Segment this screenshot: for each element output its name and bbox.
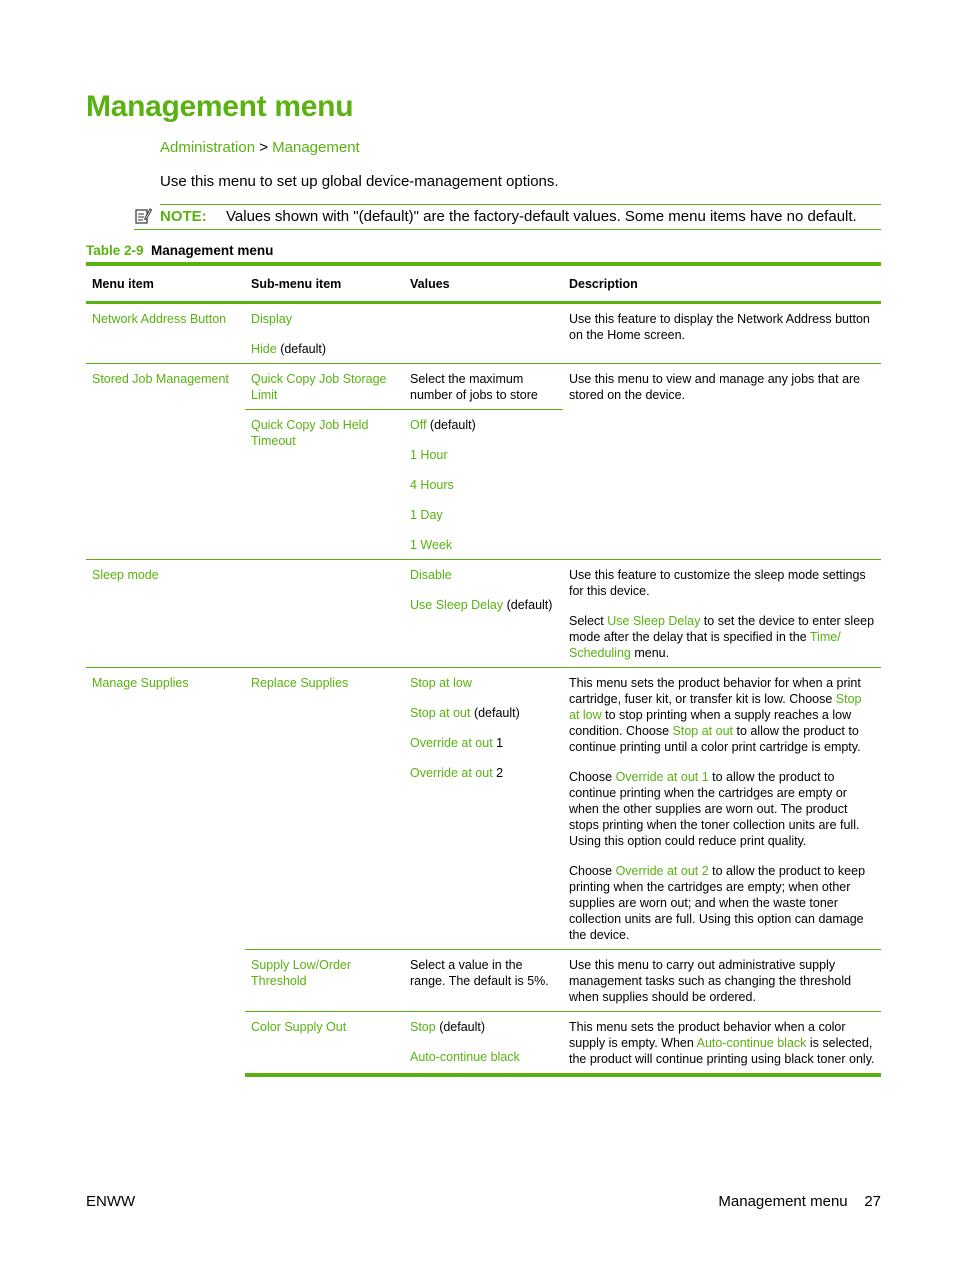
cell-sub-menu <box>245 303 404 364</box>
cell-sub-menu <box>245 364 404 410</box>
override-at-out-2-link[interactable]: Override at out <box>410 766 493 780</box>
cell-menu-item <box>86 560 245 668</box>
footer-section-title: Management menu <box>718 1193 848 1210</box>
intro-text: Use this menu to set up global device-management options. <box>160 173 559 190</box>
breadcrumb-administration-link[interactable]: Administration <box>160 139 256 156</box>
default-marker: (default) <box>426 418 476 432</box>
stop-link[interactable]: Stop <box>410 1020 436 1034</box>
cell-sub-menu <box>245 950 404 1012</box>
use-sleep-delay-link[interactable]: Use Sleep Delay <box>410 598 504 612</box>
table-row <box>86 303 881 364</box>
auto-continue-black-ref-link[interactable]: Auto-continue black <box>696 1036 807 1050</box>
management-menu-table <box>86 262 881 1077</box>
sleep-desc-1: Use this feature to customize the sleep mode settings for this device. <box>569 568 866 598</box>
auto-continue-black-link[interactable]: Auto-continue black <box>410 1050 520 1064</box>
supply-low-order-threshold-link[interactable]: Supply Low/Order Threshold <box>251 958 352 988</box>
quick-copy-job-storage-limit-link[interactable]: Quick Copy Job Storage Limit <box>251 372 387 402</box>
off-link[interactable]: Off <box>410 418 427 432</box>
one-week-link[interactable]: 1 Week <box>410 538 453 552</box>
replace-supplies-link[interactable]: Replace Supplies <box>251 676 349 690</box>
display-link[interactable]: Display <box>251 312 292 326</box>
note-icon <box>134 207 152 225</box>
cell-values: Select a value in the range. The default is 5%. <box>404 950 563 1012</box>
network-address-button-link[interactable]: Network Address Button <box>92 312 227 326</box>
cell-values <box>404 1012 563 1076</box>
note-box <box>134 205 881 230</box>
time-scheduling-link[interactable]: Time/ Scheduling <box>569 630 841 660</box>
breadcrumb <box>160 139 360 156</box>
cell-values <box>404 410 563 560</box>
header-description: Description <box>563 264 881 303</box>
one-hour-link[interactable]: 1 Hour <box>410 448 448 462</box>
table-title: Management menu <box>151 243 274 258</box>
cell-description: Use this feature to display the Network Address button on the Home screen. <box>569 312 870 342</box>
table-row <box>86 668 881 950</box>
header-sub-menu-item: Sub-menu item <box>245 264 404 303</box>
manage-supplies-link[interactable]: Manage Supplies <box>92 676 189 690</box>
supplies-desc-1: This menu sets the product behavior for when a print cartridge, fuser kit, or transfer kit is low. Choose Stop at low to stop printing when a supply reaches a low condition. Choose Stop at out to allow the product to continue printing until a color print cartridge is empty. <box>569 676 862 754</box>
note-label: NOTE: <box>160 208 207 225</box>
table-number: Table 2-9 <box>86 243 144 258</box>
sleep-mode-link[interactable]: Sleep mode <box>92 568 159 582</box>
breadcrumb-separator: > <box>255 139 273 156</box>
override-2-ref-link[interactable]: Override at out 2 <box>615 864 709 878</box>
cell-description <box>563 560 881 668</box>
disable-link[interactable]: Disable <box>410 568 452 582</box>
stop-at-low-link[interactable]: Stop at low <box>410 676 472 690</box>
stop-at-out-ref-link[interactable]: Stop at out <box>672 724 734 738</box>
use-sleep-delay-ref-link[interactable]: Use Sleep Delay <box>607 614 701 628</box>
quick-copy-job-held-timeout-link[interactable]: Quick Copy Job Held Timeout <box>251 418 369 448</box>
default-marker: (default) <box>435 1020 486 1034</box>
page-title: Management menu <box>86 90 354 123</box>
note-text: Values shown with "(default)" are the factory-default values. Some menu items have no default. <box>226 208 857 225</box>
supplies-desc-2: Choose Override at out 1 to allow the product to continue printing when the cartridges are empty or when the other supplies are worn out. The product stops printing when the toner collection units are full. Using this option could reduce print quality. <box>569 770 860 848</box>
override-at-out-1-link[interactable]: Override at out <box>410 736 493 750</box>
cell-description: This menu sets the product behavior when a color supply is empty. When Auto-continue black is selected, the product will continue printing using black toner only. <box>563 1012 881 1076</box>
cell-sub-menu <box>245 560 404 668</box>
four-hours-link[interactable]: 4 Hours <box>410 478 454 492</box>
stored-job-management-link[interactable]: Stored Job Management <box>92 372 229 386</box>
cell-values: Stop at low Stop at out (default) Override at out 1 Override at out 2 <box>404 668 563 950</box>
cell-sub-menu <box>245 1012 404 1076</box>
table-caption <box>86 243 273 258</box>
cell-description: Use this menu to carry out administrative supply management tasks such as changing the threshold when supplies should be ordered. <box>563 950 881 1012</box>
cell-values <box>404 560 563 668</box>
stop-at-low-ref-link[interactable]: Stop at low <box>569 692 862 722</box>
one-day-link[interactable]: 1 Day <box>410 508 443 522</box>
cell-menu-item <box>86 303 245 364</box>
table-header-row <box>86 264 881 303</box>
cell-sub-menu <box>245 410 404 560</box>
cell-description <box>563 668 881 950</box>
default-marker: (default) <box>276 342 327 356</box>
cell-description: Use this menu to view and manage any jobs that are stored on the device. <box>563 364 881 560</box>
cell-values: Select the maximum number of jobs to store <box>404 364 563 410</box>
stop-at-out-link[interactable]: Stop at out <box>410 706 471 720</box>
default-marker: (default) <box>470 706 520 720</box>
cell-menu-item <box>86 364 245 560</box>
table-row <box>86 560 881 668</box>
page-number: 27 <box>864 1193 881 1210</box>
breadcrumb-management-link[interactable]: Management <box>272 139 360 156</box>
default-marker: (default) <box>503 598 553 612</box>
sleep-desc-2: Select Use Sleep Delay to set the device to enter sleep mode after the delay that is specified in the Time/ Scheduling menu. <box>569 614 875 660</box>
header-menu-item: Menu item <box>86 264 245 303</box>
override-1-ref-link[interactable]: Override at out 1 <box>615 770 709 784</box>
cell-menu-item <box>86 668 245 1076</box>
footer-right <box>718 1193 881 1210</box>
table-row <box>86 364 881 410</box>
supplies-desc-3: Choose Override at out 2 to allow the product to keep printing when the cartridges are empty; when other supplies are worn out; and when the waste toner collection units are full. Using this option can damage the device. <box>569 864 866 942</box>
cell-sub-menu <box>245 668 404 950</box>
header-values: Values <box>404 264 563 303</box>
footer-left: ENWW <box>86 1193 136 1210</box>
hide-link[interactable]: Hide <box>251 342 277 356</box>
color-supply-out-link[interactable]: Color Supply Out <box>251 1020 347 1034</box>
cell-values <box>404 303 563 364</box>
